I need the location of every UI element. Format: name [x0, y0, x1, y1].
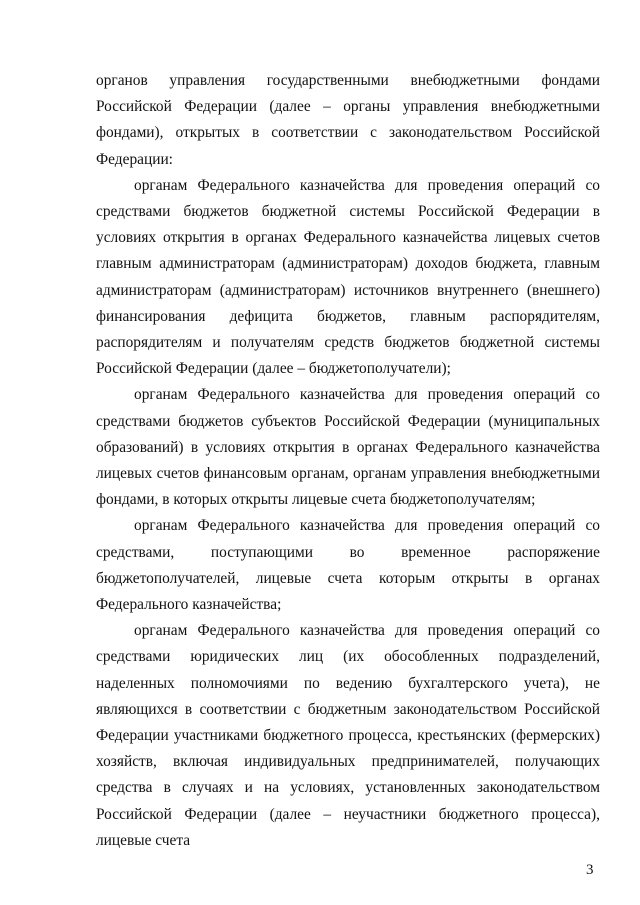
paragraph-2: органам Федерального казначейства для проведения операций со средствами бюджетов бюджетной системы Российской Федерации в условиях открытия в органах Федерального казначейства лицевых счетов главным администраторам (администраторам) доходов бюджета, главным администраторам (администраторам) источников внутреннего (внешнего) финансирования дефицита бюджетов, главным распорядителям, распорядителям и получателям средств бюджетов бюджетной системы Российской Федерации (далее – бюджетополучатели);: [96, 176, 600, 378]
paragraph-4: органам Федерального казначейства для проведения операций со средствами, поступающими во временное распоряжение бюджетополучателей, лицевые счета которым открыты в органах Федерального казначейства;: [96, 517, 600, 614]
paragraph-1: органов управления государственными внебюджетными фондами Российской Федерации (далее – органы управления внебюджетными фондами), открытых в соответствии с законодательством Российской Федерации:: [96, 72, 600, 168]
paragraph-3: органам Федерального казначейства для проведения операций со средствами бюджетов субъектов Российской Федерации (муниципальных образований) в условиях открытия в органах Федерального казначейства лицевых счетов финансовым органам, органам управления внебюджетными фондами, в которых открыты лицевые счета бюджетополучателям;: [96, 386, 600, 509]
paragraph-5: органам Федерального казначейства для проведения операций со средствами юридических лиц (их обособленных подразделений, наделенных полномочиями по ведению бухгалтерского учета), не являющихся в соответствии с бюджетным законодательством Российской Федерации участниками бюджетного процесса, крестьянских (фермерских) хозяйств, включая индивидуальных предпринимателей, получающих средства в случаях и на условиях, установленных законодательством Российской Федерации (далее – неучастники бюджетного процесса), лицевые счета: [96, 622, 600, 849]
document-body: [96, 68, 600, 854]
page-number: 3: [586, 862, 594, 878]
